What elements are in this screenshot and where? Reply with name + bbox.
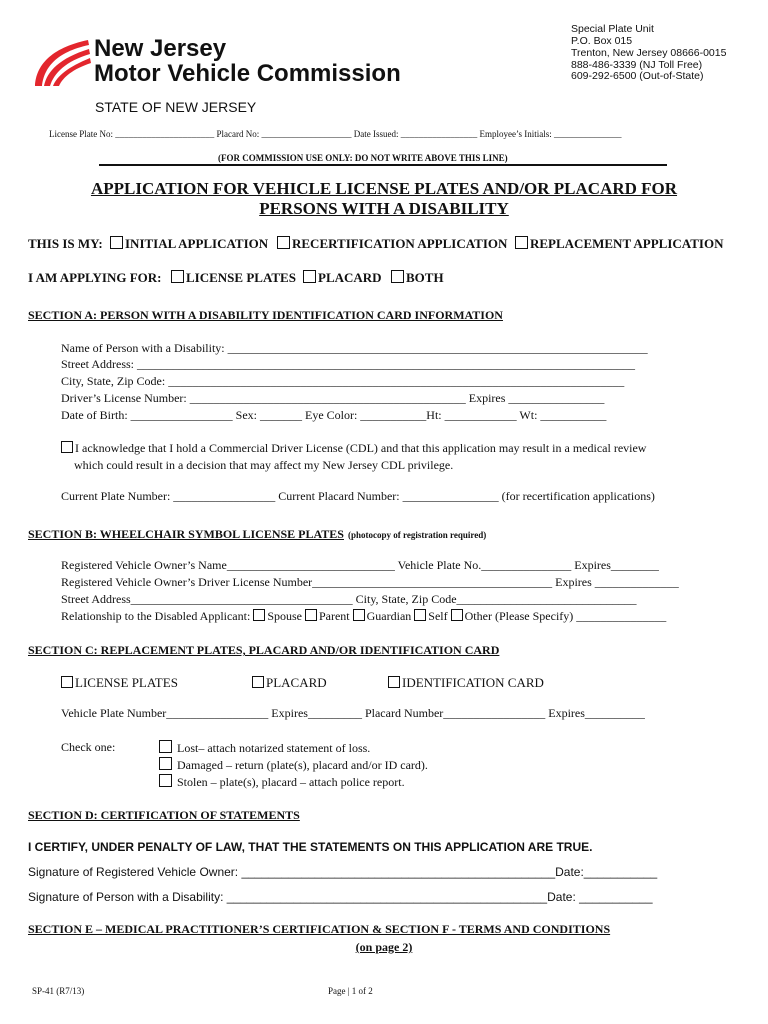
- form-title-line2: PERSONS WITH A DISABILITY: [259, 199, 509, 218]
- placard-label: PLACARD: [318, 270, 382, 285]
- check-one-label: Check one:: [61, 740, 116, 754]
- owner-license-field[interactable]: Registered Vehicle Owner’s Driver License Number________________________________________ Expires ______________: [61, 575, 679, 589]
- spouse-checkbox[interactable]: [253, 609, 265, 621]
- application-type-label: THIS IS MY:: [28, 236, 103, 251]
- mvc-logo-icon: [30, 36, 92, 88]
- applying-for-label: I AM APPLYING FOR:: [28, 270, 162, 285]
- recertification-option[interactable]: [277, 236, 507, 252]
- license-plates-checkbox[interactable]: [171, 270, 184, 283]
- damaged-checkbox[interactable]: [159, 757, 172, 770]
- birth-details-field[interactable]: Date of Birth: _________________ Sex: _______ Eye Color: ___________Ht: ____________ Wt: ___________: [61, 408, 607, 422]
- license-plates-option[interactable]: [171, 270, 296, 286]
- guardian-label: Guardian: [366, 609, 412, 623]
- cdl-acknowledgement[interactable]: [61, 441, 646, 456]
- license-plates-label: LICENSE PLATES: [186, 270, 296, 285]
- damaged-label: Damaged – return (plate(s), placard and/or ID card).: [177, 758, 428, 772]
- drivers-license-field[interactable]: Driver’s License Number: ______________________________________________ Expires ________________: [61, 391, 605, 405]
- replace-plates-option[interactable]: [61, 675, 178, 691]
- stolen-option[interactable]: [159, 774, 405, 790]
- replace-placard-label: PLACARD: [266, 675, 327, 690]
- address-phone1: 888-486-3339 (NJ Toll Free): [571, 59, 703, 71]
- commission-divider: [99, 164, 667, 166]
- owner-name-field[interactable]: Registered Vehicle Owner’s Name____________________________ Vehicle Plate No._______________ Expires________: [61, 558, 659, 572]
- lost-label: Lost– attach notarized statement of loss.: [177, 741, 371, 755]
- self-label: Self: [428, 609, 448, 623]
- replace-id-card-option[interactable]: [388, 675, 544, 691]
- replacement-checkbox[interactable]: [515, 236, 528, 249]
- person-name-field[interactable]: Name of Person with a Disability: ______________________________________________________________________: [61, 341, 648, 355]
- commission-note: (FOR COMMISSION USE ONLY: DO NOT WRITE ABOVE THIS LINE): [218, 153, 508, 163]
- form-id: SP-41 (R7/13): [32, 986, 85, 996]
- replacement-label: REPLACEMENT APPLICATION: [530, 236, 724, 251]
- section-a-heading: SECTION A: PERSON WITH A DISABILITY IDENTIFICATION CARD INFORMATION: [28, 308, 503, 322]
- page-number: Page | 1 of 2: [328, 986, 373, 996]
- street-address-field[interactable]: Street Address: ___________________________________________________________________________________: [61, 357, 635, 371]
- replace-placard-checkbox[interactable]: [252, 676, 264, 688]
- initial-application-checkbox[interactable]: [110, 236, 123, 249]
- both-checkbox[interactable]: [391, 270, 404, 283]
- state-label: STATE OF NEW JERSEY: [95, 99, 257, 115]
- org-name-line1: New Jersey: [94, 35, 227, 62]
- commission-fields[interactable]: License Plate No: ______________________ Placard No: ____________________ Date Issued: _________________ Employee’s Initials: _______________: [49, 129, 622, 139]
- address-unit: Special Plate Unit: [571, 23, 654, 35]
- replace-placard-option[interactable]: [252, 675, 327, 691]
- parent-label: Parent: [318, 609, 350, 623]
- section-d-heading: SECTION D: CERTIFICATION OF STATEMENTS: [28, 808, 300, 822]
- other-label: Other (Please Specify) _______________: [464, 609, 667, 623]
- replace-id-card-label: IDENTIFICATION CARD: [402, 675, 544, 690]
- spouse-label: Spouse: [267, 609, 302, 623]
- replace-plates-label: LICENSE PLATES: [75, 675, 178, 690]
- replacement-option[interactable]: [515, 236, 723, 252]
- placard-option[interactable]: [303, 270, 382, 286]
- replacement-numbers-field[interactable]: Vehicle Plate Number_________________ Expires_________ Placard Number_________________ Expires__________: [61, 706, 645, 720]
- both-label: BOTH: [406, 270, 444, 285]
- section-b-heading-row: [28, 525, 486, 543]
- application-type-row: [28, 236, 103, 252]
- relationship-label: Relationship to the Disabled Applicant:: [61, 609, 251, 623]
- stolen-checkbox[interactable]: [159, 774, 172, 787]
- lost-checkbox[interactable]: [159, 740, 172, 753]
- other-checkbox[interactable]: [451, 609, 463, 621]
- cdl-text-line2: which could result in a decision that may affect my New Jersey CDL privilege.: [74, 458, 454, 472]
- section-c-heading: SECTION C: REPLACEMENT PLATES, PLACARD AND/OR IDENTIFICATION CARD: [28, 643, 500, 657]
- current-numbers-field[interactable]: Current Plate Number: _________________ Current Placard Number: ________________ (for recertification applications): [61, 489, 655, 503]
- initial-application-label: INITIAL APPLICATION: [125, 236, 269, 251]
- placard-checkbox[interactable]: [303, 270, 316, 283]
- section-e-heading: SECTION E – MEDICAL PRACTITIONER’S CERTIFICATION & SECTION F - TERMS AND CONDITIONS: [28, 922, 611, 936]
- guardian-checkbox[interactable]: [353, 609, 365, 621]
- stolen-label: Stolen – plate(s), placard – attach police report.: [177, 775, 405, 789]
- section-b-note: (photocopy of registration required): [347, 530, 487, 540]
- owner-address-field[interactable]: Street Address_____________________________________ City, State, Zip Code______________________________: [61, 592, 637, 606]
- cdl-checkbox[interactable]: [61, 441, 73, 453]
- person-signature-field[interactable]: Signature of Person with a Disability: ________________________________________________Date: ___________: [28, 890, 653, 904]
- certify-statement: I CERTIFY, UNDER PENALTY OF LAW, THAT THE STATEMENTS ON THIS APPLICATION ARE TRUE.: [28, 840, 593, 854]
- both-option[interactable]: [391, 270, 444, 286]
- address-city: Trenton, New Jersey 08666-0015: [571, 47, 727, 59]
- lost-option[interactable]: [159, 740, 370, 756]
- replace-id-card-checkbox[interactable]: [388, 676, 400, 688]
- page-two-note: (on page 2): [355, 940, 413, 954]
- parent-checkbox[interactable]: [305, 609, 317, 621]
- damaged-option[interactable]: [159, 757, 428, 773]
- replace-plates-checkbox[interactable]: [61, 676, 73, 688]
- address-pobox: P.O. Box 015: [571, 35, 633, 47]
- recertification-checkbox[interactable]: [277, 236, 290, 249]
- city-state-zip-field[interactable]: City, State, Zip Code: ____________________________________________________________________________: [61, 374, 625, 388]
- section-b-heading: SECTION B: WHEELCHAIR SYMBOL LICENSE PLATES: [28, 527, 344, 541]
- self-checkbox[interactable]: [414, 609, 426, 621]
- form-title-line1: APPLICATION FOR VEHICLE LICENSE PLATES AND/OR PLACARD FOR: [90, 179, 678, 198]
- address-phone2: 609-292-6500 (Out-of-State): [571, 70, 704, 82]
- relationship-row: [61, 609, 666, 624]
- initial-application-option[interactable]: [110, 236, 268, 252]
- owner-signature-field[interactable]: Signature of Registered Vehicle Owner: _______________________________________________Date:___________: [28, 865, 658, 879]
- cdl-text-line1: I acknowledge that I hold a Commercial Driver License (CDL) and that this application may result in a medical review: [75, 441, 647, 455]
- org-name-line2: Motor Vehicle Commission: [94, 60, 401, 87]
- recertification-label: RECERTIFICATION APPLICATION: [292, 236, 508, 251]
